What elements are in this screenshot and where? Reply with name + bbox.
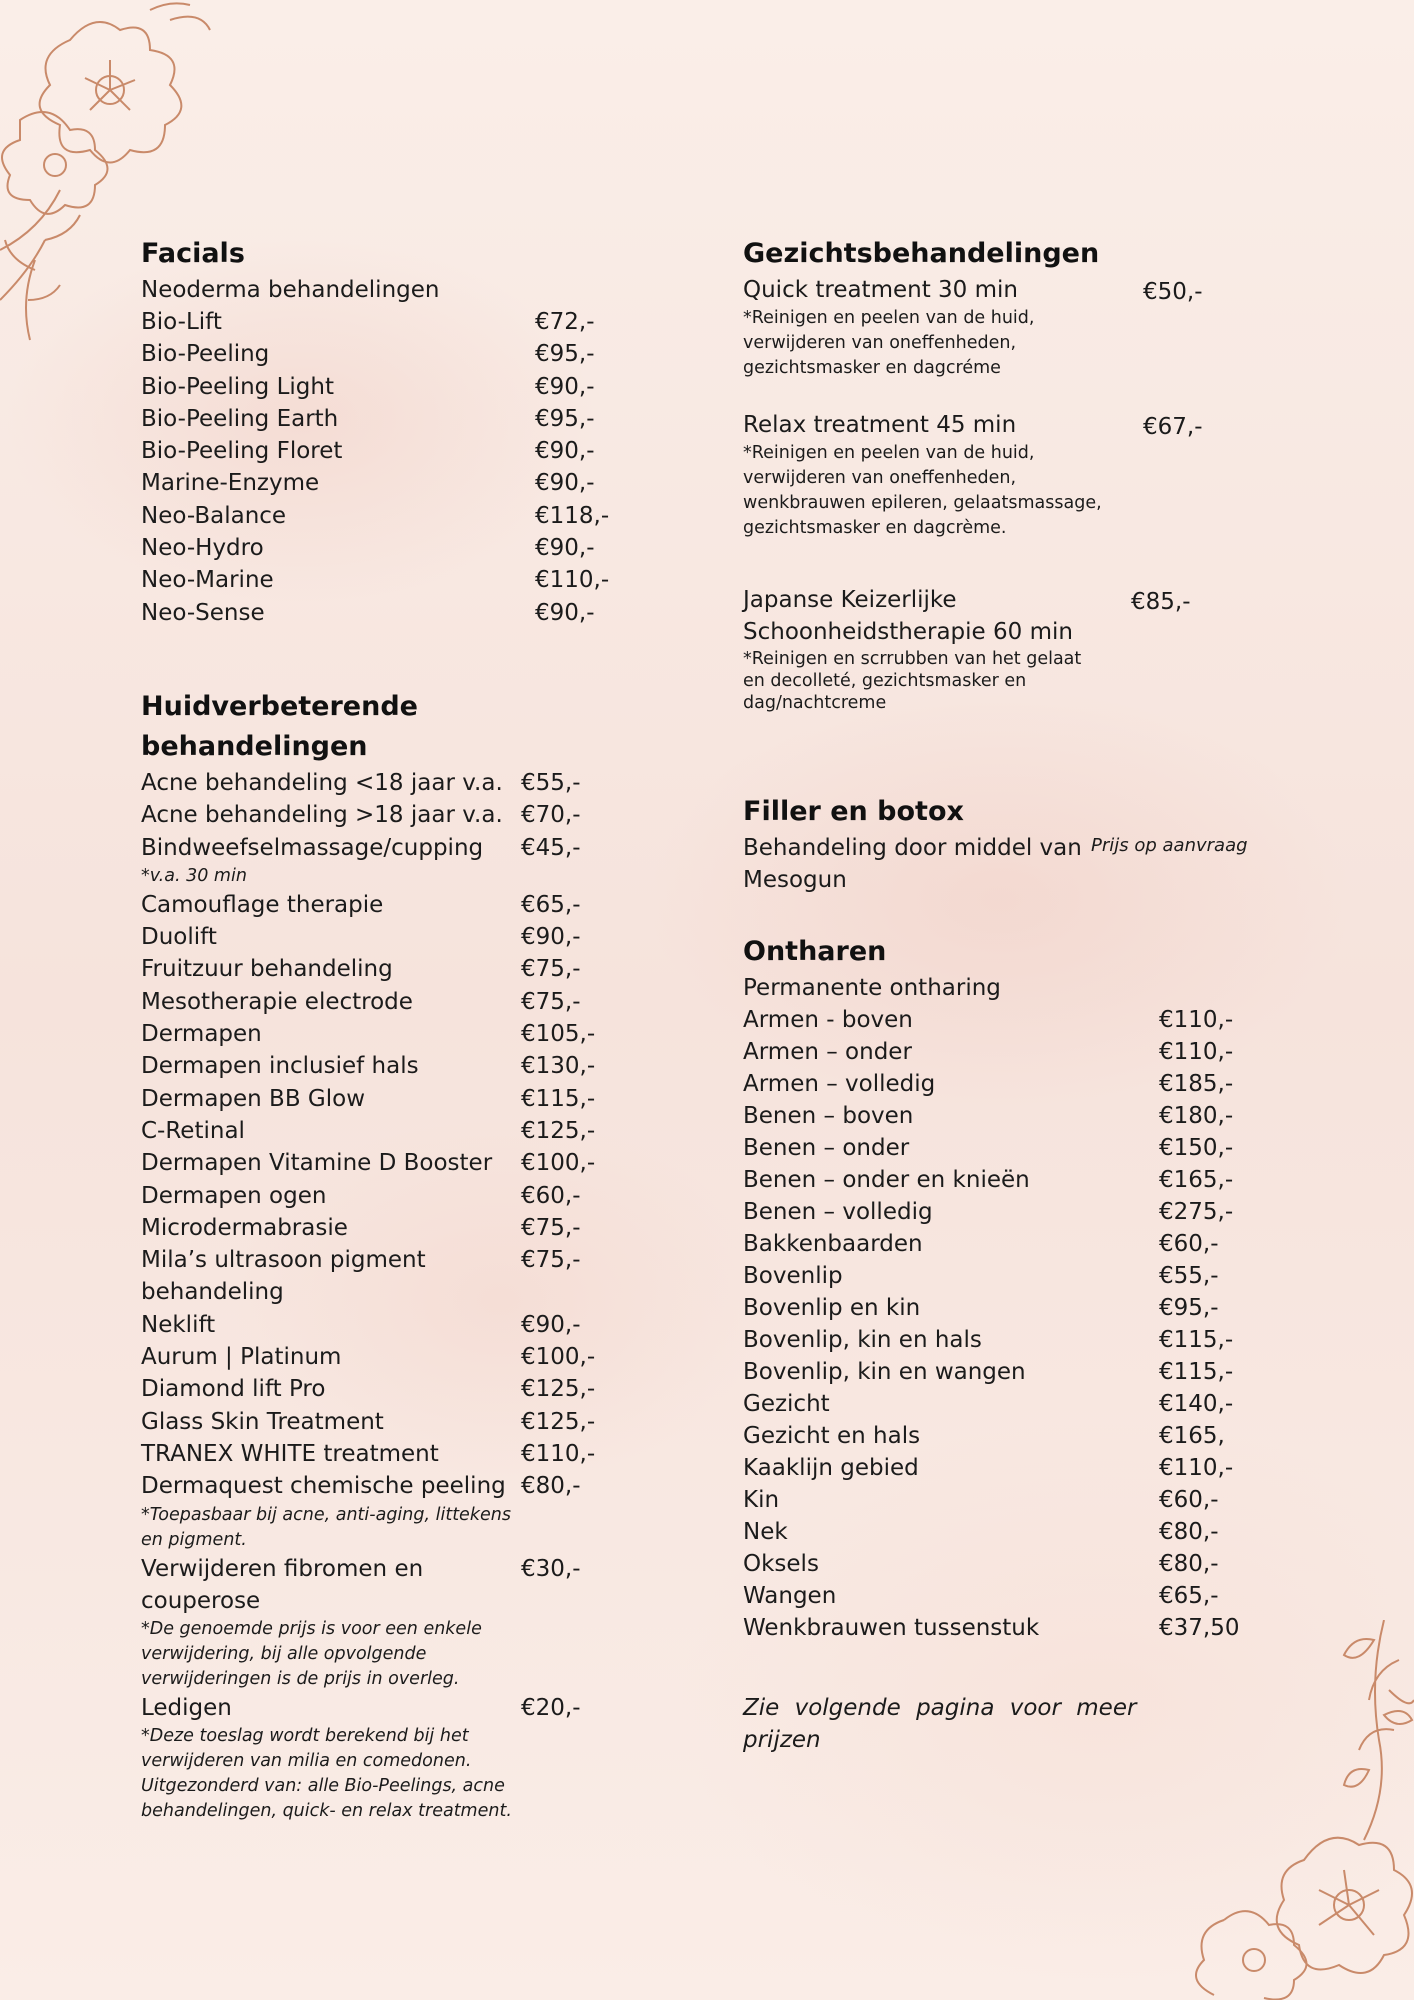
ontharen-item-price: €65,-: [1159, 1583, 1219, 1609]
facial-item-price: €90,-: [535, 470, 595, 497]
ontharen-item-name: Gezicht en hals: [743, 1423, 921, 1449]
huid-item: [141, 1341, 611, 1373]
huid-item-name: Acne behandeling <18 jaar v.a.: [141, 769, 503, 796]
ontharen-item: [743, 1100, 1283, 1132]
huid-item-name: Dermapen ogen: [141, 1182, 327, 1209]
ontharen-item-name: Bovenlip, kin en hals: [743, 1327, 982, 1353]
huid-item-name: Dermapen: [141, 1021, 262, 1048]
huid-item: [141, 799, 611, 831]
huid-item-note: *v.a. 30 min: [141, 865, 247, 886]
huid-title-line-1: Huidverbeterende: [141, 690, 418, 722]
huid-item-name: Dermapen BB Glow: [141, 1085, 366, 1112]
ontharen-item: [743, 1420, 1283, 1452]
ontharen-item-price: €37,50: [1159, 1615, 1240, 1641]
facial-item-price: €72,-: [535, 309, 595, 335]
huid-item-name: Dermapen Vitamine D Booster: [141, 1150, 493, 1177]
facials-list: [141, 306, 611, 629]
huid-item: [141, 1115, 611, 1147]
gezicht-item-name: Quick treatment 30 min: [743, 277, 1018, 303]
ontharen-item-name: Bovenlip: [743, 1263, 843, 1289]
facial-item-name: Bio-Peeling Light: [141, 373, 334, 400]
gezicht-title: Gezichtsbehandelingen: [743, 238, 1100, 269]
gezicht-item-price: €50,-: [1143, 279, 1203, 305]
huid-item: [141, 889, 611, 921]
huid-item-price: €75,-: [521, 956, 581, 983]
ontharen-item-name: Oksels: [743, 1551, 819, 1577]
ontharen-item: [743, 1004, 1283, 1036]
huid-item-name: Dermaquest chemische peeling: [141, 1473, 506, 1500]
facial-item: [141, 597, 611, 629]
ontharen-item-name: Nek: [743, 1519, 788, 1545]
facial-item-price: €90,-: [535, 535, 595, 562]
ontharen-item-price: €165,: [1159, 1423, 1225, 1449]
ontharen-item: [743, 1324, 1283, 1356]
filler-row: [743, 832, 1283, 896]
facial-item: [141, 403, 611, 435]
huid-item: [141, 1244, 611, 1309]
ontharen-item-price: €110,-: [1159, 1039, 1234, 1065]
huid-item: [141, 1018, 611, 1050]
huid-item: [141, 1553, 611, 1693]
gezicht-item: [743, 409, 1283, 541]
huid-item-price: €45,-: [521, 834, 581, 861]
huid-item-name: Neklift: [141, 1311, 216, 1338]
ontharen-item-price: €115,-: [1159, 1359, 1234, 1385]
ontharen-item: [743, 1260, 1283, 1292]
filler-price: Prijs op aanvraag: [1091, 835, 1248, 856]
facial-item: [141, 338, 611, 370]
huid-item-price: €130,-: [521, 1053, 596, 1080]
ontharen-item: [743, 1196, 1283, 1228]
huid-item-name: Camouflage therapie: [141, 891, 384, 918]
ontharen-item: [743, 1036, 1283, 1068]
huid-item-price: €125,-: [521, 1408, 596, 1435]
facial-item-name: Bio-Peeling: [141, 341, 270, 368]
footer-note: Zie volgende pagina voor meer prijzen: [743, 1695, 1137, 1753]
huid-item: [141, 1050, 611, 1082]
ontharen-item-price: €115,-: [1159, 1327, 1234, 1353]
huid-item-name: C-Retinal: [141, 1117, 245, 1144]
ontharen-item-price: €60,-: [1159, 1231, 1219, 1257]
gezicht-item-name: Japanse Keizerlijke Schoonheidstherapie 60 min: [743, 587, 1073, 645]
ontharen-item-price: €55,-: [1159, 1263, 1219, 1289]
huid-item-name: Mila’s ultrasoon pigment behandeling: [141, 1247, 426, 1306]
huid-item-price: €70,-: [521, 802, 581, 829]
ontharen-item: [743, 1516, 1283, 1548]
ontharen-item-name: Bovenlip, kin en wangen: [743, 1359, 1026, 1385]
huid-item-note: *De genoemde prijs is voor een enkele verwijdering, bij alle opvolgende verwijderingen is de prijs in overleg.: [141, 1619, 482, 1690]
ontharen-item: [743, 1292, 1283, 1324]
gezicht-item: [743, 584, 1283, 714]
ontharen-item-price: €185,-: [1159, 1071, 1234, 1097]
facial-item: [141, 467, 611, 499]
ontharen-item: [743, 1388, 1283, 1420]
huid-item-price: €80,-: [521, 1473, 581, 1500]
ontharen-item-name: Benen – boven: [743, 1103, 914, 1129]
ontharen-item: [743, 1132, 1283, 1164]
ontharen-item-price: €140,-: [1159, 1391, 1234, 1417]
ontharen-item-name: Gezicht: [743, 1391, 830, 1417]
facial-item-name: Neo-Hydro: [141, 535, 264, 562]
ontharen-item: [743, 1164, 1283, 1196]
ontharen-item-name: Benen – onder en knieën: [743, 1167, 1030, 1193]
ontharen-item-name: Armen - boven: [743, 1007, 913, 1033]
huid-item-price: €100,-: [521, 1150, 596, 1177]
ontharen-item-name: Armen – onder: [743, 1039, 912, 1065]
filler-title: Filler en botox: [743, 796, 964, 827]
huid-item-name: Duolift: [141, 924, 217, 951]
huid-item-price: €90,-: [521, 924, 581, 951]
ontharen-item-name: Armen – volledig: [743, 1071, 936, 1097]
huid-item-note: *Deze toeslag wordt berekend bij het verwijderen van milia en comedonen. Uitgezonderd van: alle Bio-Peelings, acne behandelingen, quick- en relax treatment.: [141, 1726, 512, 1822]
ontharen-item-price: €95,-: [1159, 1295, 1219, 1321]
ontharen-item-price: €110,-: [1159, 1455, 1234, 1481]
ontharen-item-name: Bakkenbaarden: [743, 1231, 923, 1257]
ontharen-item-price: €275,-: [1159, 1199, 1234, 1225]
facial-item-name: Marine-Enzyme: [141, 470, 320, 497]
facials-subtitle: Neoderma behandelingen: [141, 277, 440, 303]
gezicht-item-price: €85,-: [1131, 589, 1191, 615]
ontharen-item-name: Kaaklijn gebied: [743, 1455, 919, 1481]
facial-item-name: Bio-Lift: [141, 309, 222, 335]
facial-item-price: €90,-: [535, 599, 595, 626]
ontharen-item: [743, 1548, 1283, 1580]
huid-item-price: €90,-: [521, 1311, 581, 1338]
huid-item: [141, 953, 611, 985]
ontharen-list: [743, 1004, 1283, 1644]
huid-item-name: Fruitzuur behandeling: [141, 956, 393, 983]
ontharen-subtitle: Permanente ontharing: [743, 975, 1001, 1001]
filler-text: Behandeling door middel van Mesogun: [743, 835, 1082, 893]
facial-item-price: €90,-: [535, 438, 595, 465]
gezicht-item: [743, 274, 1283, 381]
huid-item: [141, 832, 611, 889]
huid-item-price: €125,-: [521, 1117, 596, 1144]
huid-item-price: €65,-: [521, 891, 581, 918]
gezicht-item-desc: *Reinigen en peelen van de huid, verwijderen van oneffenheden, wenkbrauwen epileren, gelaatsmassage, gezichtsmasker en dagcrème.: [743, 443, 1102, 538]
facial-item-price: €110,-: [535, 567, 610, 594]
huid-item: [141, 1692, 611, 1824]
huid-item-price: €100,-: [521, 1344, 596, 1371]
huid-item-name: Mesotherapie electrode: [141, 988, 413, 1015]
huid-item: [141, 1438, 611, 1470]
ontharen-item: [743, 1452, 1283, 1484]
gezicht-item-desc: *Reinigen en scrrubben van het gelaat en decolleté, gezichtsmasker en dag/nachtcreme: [743, 649, 1082, 713]
facial-item-price: €90,-: [535, 373, 595, 400]
huid-item: [141, 1083, 611, 1115]
ontharen-item-price: €165,-: [1159, 1167, 1234, 1193]
huid-item-name: Aurum | Platinum: [141, 1344, 342, 1371]
huid-item: [141, 1373, 611, 1405]
huid-item: [141, 1470, 611, 1552]
facial-item-name: Neo-Sense: [141, 599, 265, 626]
huid-item-name: Microdermabrasie: [141, 1214, 348, 1241]
huid-item-note: *Toepasbaar bij acne, anti-aging, littekens en pigment.: [141, 1504, 511, 1550]
huid-item-name: Ledigen: [141, 1695, 232, 1722]
huid-item-price: €75,-: [521, 1247, 581, 1274]
huid-item-name: Glass Skin Treatment: [141, 1408, 384, 1435]
huid-item-name: Bindweefselmassage/cupping: [141, 834, 484, 861]
ontharen-title: Ontharen: [743, 936, 887, 967]
huid-item-price: €110,-: [521, 1440, 596, 1467]
ontharen-item-price: €80,-: [1159, 1519, 1219, 1545]
facial-item-price: €95,-: [535, 405, 595, 432]
ontharen-item-name: Wangen: [743, 1583, 837, 1609]
huid-item-price: €105,-: [521, 1021, 596, 1048]
facial-item: [141, 500, 611, 532]
facial-item: [141, 371, 611, 403]
huid-item-price: €75,-: [521, 1214, 581, 1241]
huid-item: [141, 1147, 611, 1179]
ontharen-item-name: Bovenlip en kin: [743, 1295, 921, 1321]
huid-item: [141, 986, 611, 1018]
ontharen-item-price: €180,-: [1159, 1103, 1234, 1129]
facial-item-name: Bio-Peeling Earth: [141, 405, 339, 432]
ontharen-item-name: Kin: [743, 1487, 780, 1513]
huid-item-name: Diamond lift Pro: [141, 1376, 326, 1403]
huid-list: [141, 767, 611, 1824]
ontharen-item: [743, 1484, 1283, 1516]
huid-item-name: Verwijderen fibromen en couperose: [141, 1555, 424, 1614]
huid-item-name: Dermapen inclusief hals: [141, 1053, 419, 1080]
huid-item: [141, 767, 611, 799]
ontharen-item-name: Benen – onder: [743, 1135, 910, 1161]
ontharen-item: [743, 1612, 1283, 1644]
facial-item: [141, 532, 611, 564]
right-column: [743, 234, 1283, 1756]
gezicht-item-price: €67,-: [1143, 414, 1203, 440]
gezicht-item-name: Relax treatment 45 min: [743, 412, 1017, 438]
ontharen-item: [743, 1228, 1283, 1260]
huid-title-line-2: behandelingen: [141, 730, 368, 762]
facial-item: [141, 306, 611, 338]
facial-item-price: €95,-: [535, 341, 595, 368]
ontharen-item-price: €60,-: [1159, 1487, 1219, 1513]
ontharen-item-price: €110,-: [1159, 1007, 1234, 1033]
ontharen-item-name: Wenkbrauwen tussenstuk: [743, 1615, 1040, 1641]
huid-item-price: €30,-: [521, 1555, 581, 1582]
facial-item-name: Bio-Peeling Floret: [141, 438, 343, 465]
huid-item-price: €60,-: [521, 1182, 581, 1209]
huid-item: [141, 1212, 611, 1244]
facial-item-price: €118,-: [535, 502, 610, 529]
huid-item: [141, 1309, 611, 1341]
facial-item: [141, 435, 611, 467]
huid-item-price: €75,-: [521, 988, 581, 1015]
facial-item: [141, 564, 611, 596]
ontharen-item-name: Benen – volledig: [743, 1199, 933, 1225]
huid-item: [141, 1406, 611, 1438]
facials-title: Facials: [141, 238, 245, 269]
ontharen-item: [743, 1356, 1283, 1388]
left-column: [141, 234, 611, 1824]
huid-item-name: Acne behandeling >18 jaar v.a.: [141, 802, 503, 829]
huid-item-price: €20,-: [521, 1695, 581, 1722]
huid-item-price: €55,-: [521, 769, 581, 796]
ontharen-item: [743, 1580, 1283, 1612]
ontharen-item: [743, 1068, 1283, 1100]
huid-item: [141, 921, 611, 953]
huid-item-price: €115,-: [521, 1085, 596, 1112]
facial-item-name: Neo-Balance: [141, 502, 287, 529]
facial-item-name: Neo-Marine: [141, 567, 274, 594]
huid-item-name: TRANEX WHITE treatment: [141, 1440, 439, 1467]
ontharen-item-price: €150,-: [1159, 1135, 1234, 1161]
ontharen-item-price: €80,-: [1159, 1551, 1219, 1577]
huid-item-price: €125,-: [521, 1376, 596, 1403]
gezicht-item-desc: *Reinigen en peelen van de huid, verwijderen van oneffenheden, gezichtsmasker en dagcréme: [743, 308, 1035, 378]
huid-item: [141, 1180, 611, 1212]
